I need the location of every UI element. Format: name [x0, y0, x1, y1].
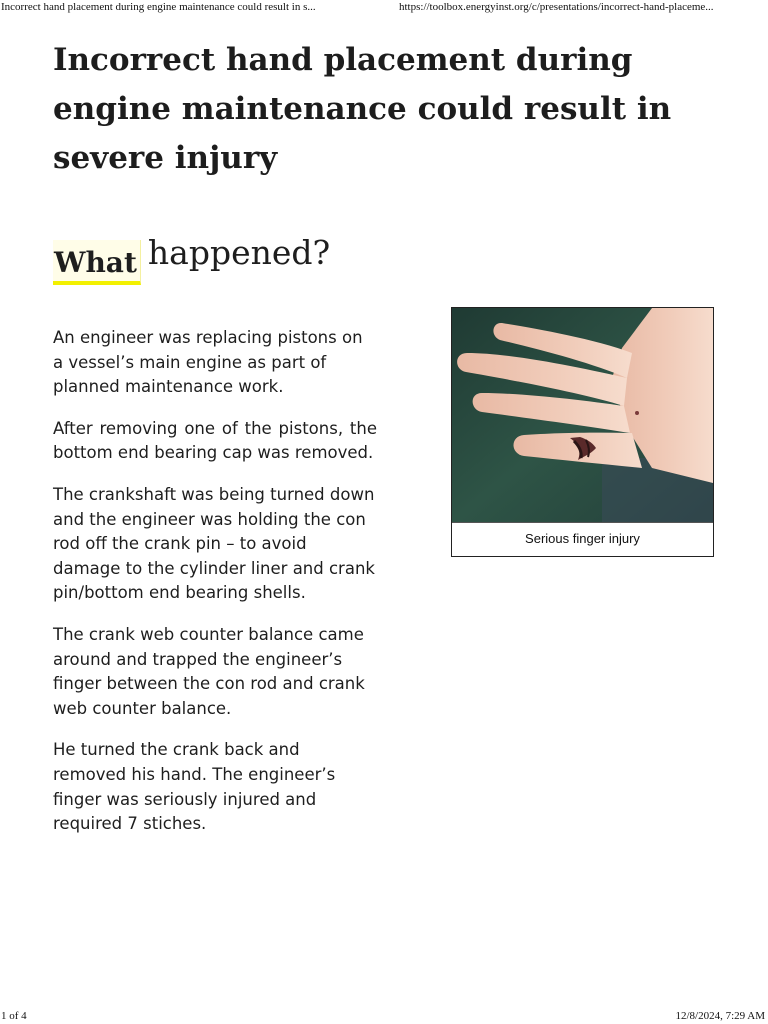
page-number: 1 of 4 [1, 1010, 27, 1022]
finger-injury-photo [452, 308, 713, 522]
paragraph-5: He turned the crank back and removed his hand. The engineer’s finger was seriously injured and required 7 stiches. [53, 740, 336, 834]
paragraph-1: An engineer was replacing pistons on a vessel’s main engine as part of planned maintenance work. [53, 328, 363, 397]
print-header-url[interactable]: https://toolbox.energyinst.org/c/presentations/incorrect-hand-placeme... [399, 1, 714, 13]
article-body [53, 326, 377, 854]
section-heading-highlight: What [53, 240, 141, 285]
section-heading-rest: happened? [147, 233, 331, 272]
paragraph-2: After removing one of the pistons, the bottom end bearing cap was removed. [53, 418, 377, 463]
print-footer [0, 1008, 768, 1024]
figure-caption: Serious finger injury [452, 522, 713, 556]
paragraph-4: The crank web counter balance came around and trapped the engineer’s finger between the con rod and crank web counter balance. [53, 624, 365, 718]
paragraph-3: The crankshaft was being turned down and the engineer was holding the con rod off the crank pin – to avoid damage to the cylinder liner and crank pin/bottom end bearing shells. [53, 484, 375, 603]
section-heading [53, 233, 331, 285]
article-title: Incorrect hand placement during engine maintenance could result in severe injury [53, 42, 672, 176]
print-header [0, 0, 768, 16]
print-header-title: Incorrect hand placement during engine maintenance could result in s... [1, 1, 316, 13]
print-datetime: 12/8/2024, 7:29 AM [675, 1010, 765, 1022]
injury-figure [451, 307, 714, 557]
